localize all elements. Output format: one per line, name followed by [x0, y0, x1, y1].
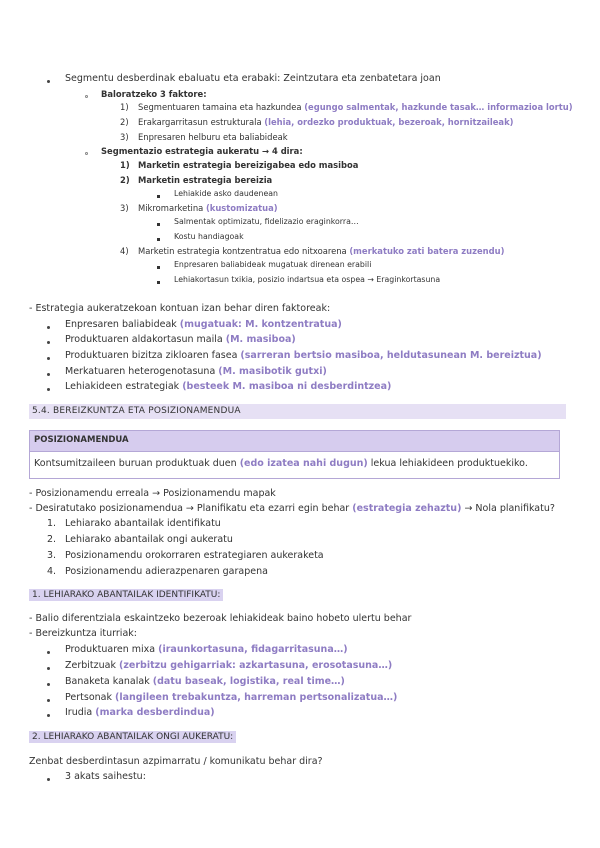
factors-intro: - Estrategia aukeratzekoan kontuan izan behar diren faktoreak:: [29, 303, 331, 314]
identify-heading: 1. LEHIARAKO ABANTAILAK IDENTIFIKATU:: [29, 589, 223, 600]
bullet-icon: [47, 699, 50, 702]
strategy-num-3: 3): [120, 203, 129, 213]
strategy-3-sub-1: Salmentak optimizatu, fidelizazio eraginkorra…: [174, 217, 359, 226]
source-item-1: Produktuaren mixa (iraunkortasuna, fidagarritasuna…): [65, 644, 348, 655]
step-num-4: 4.: [47, 566, 57, 577]
strategy-4-sub-2: Lehiakortasun txikia, posizio indartsua eta ospea → Eraginkortasuna: [174, 275, 441, 284]
positioning-desired-line: - Desiratutako posizionamendua → Planifikatu eta ezarri egin behar (estrategia zehaztu) → Nola planifikatu?: [29, 503, 555, 514]
factor-num-3: 3): [120, 132, 129, 142]
strategy-item-1: Marketin estrategia bereizigabea edo masiboa: [138, 160, 359, 170]
bullet-icon: [47, 357, 50, 360]
factor-item-1: Segmentuaren tamaina eta hazkundea (egungo salmentak, hazkunde tasak… informazioa lortu): [138, 102, 573, 112]
section-heading: 5.4. BEREIZKUNTZA ETA POSIZIONAMENDUA: [32, 406, 241, 416]
choose-item-1: 3 akats saihestu:: [65, 771, 146, 782]
bullet-icon: [47, 667, 50, 670]
factor-list-item-5: Lehiakideen estrategiak (besteek M. masiboa ni desberdintzea): [65, 381, 392, 392]
square-bullet-icon: [157, 238, 160, 241]
step-item-1: Lehiarako abantailak identifikatu: [65, 518, 221, 529]
source-item-5: Irudia (marka desberdindua): [65, 707, 215, 718]
factor-num-2: 2): [120, 117, 129, 127]
definition-box-title: POSIZIONAMENDUA: [34, 435, 129, 445]
source-item-4: Pertsonak (langileen trebakuntza, harreman pertsonalizatua…): [65, 692, 398, 703]
factor-num-1: 1): [120, 102, 129, 112]
bullet-icon: [47, 388, 50, 391]
bullet-icon: [47, 373, 50, 376]
bullet-icon: [47, 714, 50, 717]
strategy-item-3: Mikromarketina (kustomizatua): [138, 203, 278, 213]
bullet-icon: [47, 651, 50, 654]
identify-line-2: - Bereizkuntza iturriak:: [29, 628, 137, 639]
step-item-3: Posizionamendu orokorraren estrategiaren aukeraketa: [65, 550, 324, 561]
strategy-num-2: 2): [120, 175, 130, 185]
segment-top-line: Segmentu desberdinak ebaluatu eta erabaki: Zeintzutara eta zenbatetara joan: [65, 73, 441, 84]
factor-list-item-4: Merkatuaren heterogenotasuna (M. masibotik gutxi): [65, 366, 327, 377]
square-bullet-icon: [157, 223, 160, 226]
bullet-icon: [47, 683, 50, 686]
source-item-3: Banaketa kanalak (datu baseak, logistika, real time…): [65, 676, 345, 687]
bullet-icon: [47, 326, 50, 329]
step-item-4: Posizionamendu adierazpenaren garapena: [65, 566, 268, 577]
bullet-icon: [47, 341, 50, 344]
source-item-2: Zerbitzuak (zerbitzu gehigarriak: azkartasuna, erosotasuna…): [65, 660, 393, 671]
square-bullet-icon: [157, 195, 160, 198]
factor-list-item-2: Produktuaren aldakortasun maila (M. masiboa): [65, 334, 296, 345]
step-item-2: Lehiarako abantailak ongi aukeratu: [65, 534, 233, 545]
bullet-icon: [47, 80, 50, 83]
identify-line-1: - Balio diferentziala eskaintzeko bezeroak lehiakideak baino hobeto ulertu behar: [29, 613, 412, 624]
choose-heading: 2. LEHIARAKO ABANTAILAK ONGI AUKERATU:: [29, 731, 236, 742]
definition-box-text: Kontsumitzaileen buruan produktuak duen (edo izatea nahi dugun) lekua lehiakideen produktuekiko.: [34, 458, 528, 469]
factors-title: Baloratzeko 3 faktore:: [101, 89, 207, 99]
strategy-item-2: Marketin estrategia bereizia: [138, 175, 273, 185]
circle-bullet-icon: [85, 152, 88, 155]
strategy-num-4: 4): [120, 246, 129, 256]
strategy-3-sub-2: Kostu handiagoak: [174, 232, 244, 241]
square-bullet-icon: [157, 266, 160, 269]
factor-item-2: Erakargarritasun estrukturala (lehia, ordezko produktuak, bezeroak, hornitzaileak): [138, 117, 514, 127]
factor-list-item-3: Produktuaren bizitza zikloaren fasea (sarreran bertsio masiboa, heldutasunean M. bereiztua): [65, 350, 542, 361]
square-bullet-icon: [157, 281, 160, 284]
step-num-3: 3.: [47, 550, 57, 561]
circle-bullet-icon: [85, 95, 88, 98]
strategy-2-sub-1: Lehiakide asko daudenean: [174, 189, 278, 198]
strategy-4-sub-1: Enpresaren baliabideak mugatuak direnean erabili: [174, 260, 372, 269]
strategy-num-1: 1): [120, 160, 130, 170]
bullet-icon: [47, 778, 50, 781]
strategy-item-4: Marketin estrategia kontzentratua edo nitxoarena (merkatuko zati batera zuzendu): [138, 246, 505, 256]
step-num-1: 1.: [47, 518, 57, 529]
step-num-2: 2.: [47, 534, 57, 545]
factor-item-3: Enpresaren helburu eta baliabideak: [138, 132, 288, 142]
choose-line-1: Zenbat desberdintasun azpimarratu / komunikatu behar dira?: [29, 756, 323, 767]
positioning-real-line: - Posizionamendu erreala → Posizionamendu mapak: [29, 488, 276, 499]
strategy-title: Segmentazio estrategia aukeratu → 4 dira:: [101, 146, 303, 156]
factor-list-item-1: Enpresaren baliabideak (mugatuak: M. kontzentratua): [65, 319, 342, 330]
